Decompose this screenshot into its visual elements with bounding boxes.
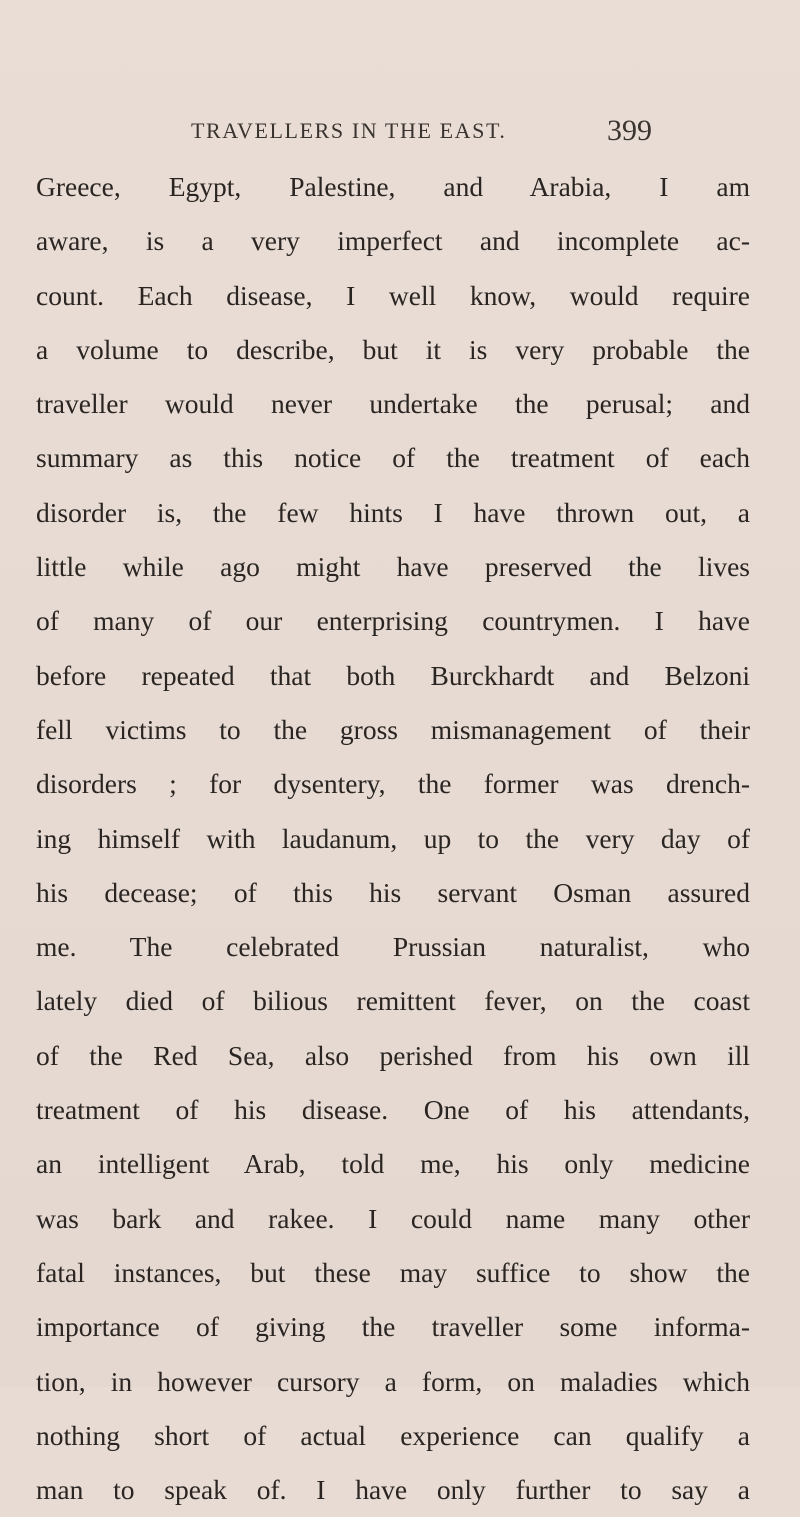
text-line: nothing short of actual experience can qualify a [36,1419,750,1451]
text-line: ing himself with laudanum, up to the very day of [36,822,750,854]
text-line: aware, is a very imperfect and incomplete ac- [36,225,750,257]
text-line: tion, in however cursory a form, on maladies which [36,1365,750,1397]
text-line: of many of our enterprising countrymen. I have [36,605,750,637]
text-line: his decease; of this his servant Osman assured [36,876,750,908]
text-line: a volume to describe, but it is very probable the [36,333,750,365]
text-line: an intelligent Arab, told me, his only medicine [36,1148,750,1180]
page-number: 399 [607,114,652,147]
body-text [36,160,750,1517]
text-line: before repeated that both Burckhardt and Belzoni [36,659,750,691]
text-line: treatment of his disease. One of his attendants, [36,1094,750,1126]
text-line: fell victims to the gross mismanagement of their [36,713,750,745]
running-head [0,114,800,154]
running-title: TRAVELLERS IN THE EAST. [191,118,507,143]
text-line: disorders ; for dysentery, the former was drench- [36,768,750,800]
text-line: was bark and rakee. I could name many other [36,1202,750,1234]
text-line: count. Each disease, I well know, would require [36,279,750,311]
text-line: traveller would never undertake the perusal; and [36,388,750,420]
text-line: man to speak of. I have only further to say a [36,1474,750,1506]
text-line: disorder is, the few hints I have thrown out, a [36,496,750,528]
text-line: importance of giving the traveller some informa- [36,1311,750,1343]
text-line: summary as this notice of the treatment of each [36,442,750,474]
text-line: Greece, Egypt, Palestine, and Arabia, I am [36,171,750,202]
text-line: of the Red Sea, also perished from his own ill [36,1039,750,1071]
text-line: lately died of bilious remittent fever, on the coast [36,985,750,1017]
text-line: little while ago might have preserved the lives [36,551,750,583]
text-line: me. The celebrated Prussian naturalist, who [36,931,750,963]
text-line: fatal instances, but these may suffice to show the [36,1256,750,1288]
